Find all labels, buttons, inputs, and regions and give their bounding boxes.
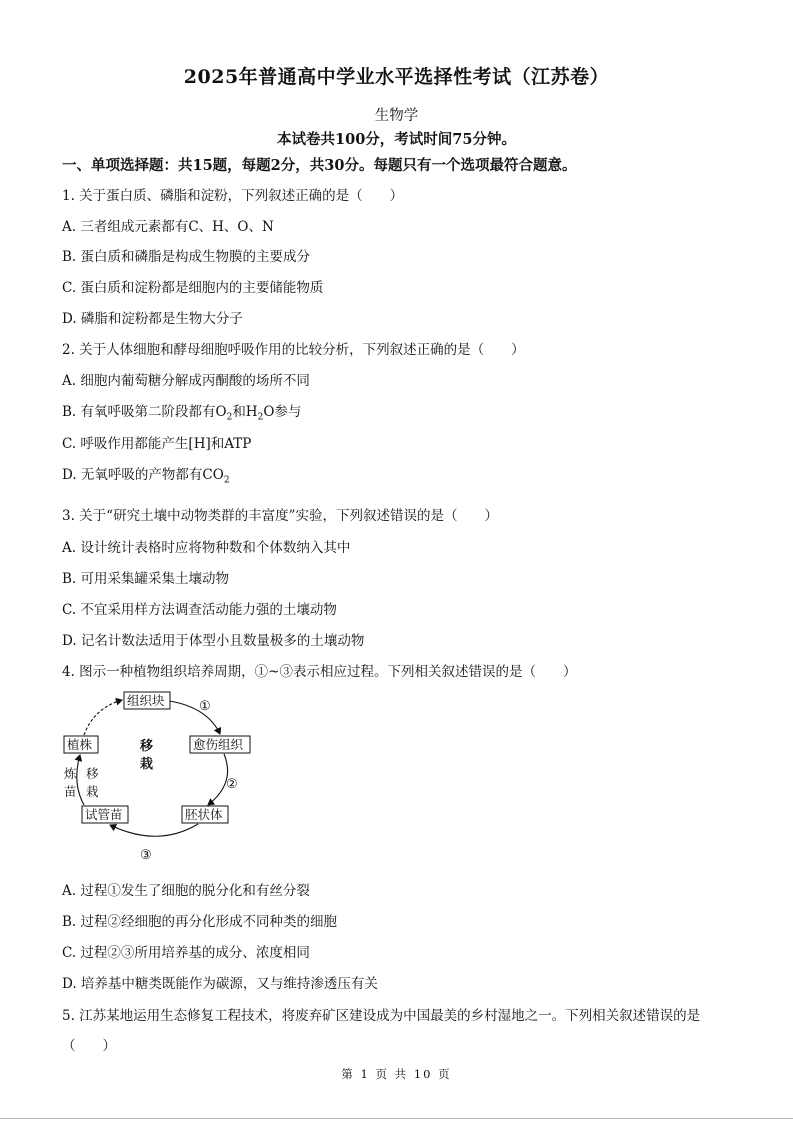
- question-4-option-a: A. 过程①发生了细胞的脱分化和有丝分裂: [62, 883, 310, 899]
- box-seedling-label: 试管苗: [85, 807, 123, 822]
- option-d-text: D. 无氧呼吸的产物都有CO: [62, 467, 224, 483]
- question-3-option-b: B. 可用采集罐采集土壤动物: [62, 571, 230, 587]
- question-1-option-c: C. 蛋白质和淀粉都是细胞内的主要储能物质: [62, 280, 324, 296]
- center-label-2: 栽: [140, 757, 154, 772]
- arrow-process-2: [208, 754, 228, 805]
- question-3-stem: 3. 关于“研究土壤中动物类群的丰富度”实验，下列叙述错误的是（ ）: [62, 508, 498, 524]
- question-3-option-a: A. 设计统计表格时应将物种数和个体数纳入其中: [62, 540, 351, 556]
- label-process-3: ③: [140, 848, 152, 863]
- arrow-process-1: [170, 701, 220, 734]
- option-b-text-1: B. 有氧呼吸第二阶段都有O: [62, 404, 227, 420]
- subject-label: 生物学: [374, 108, 419, 124]
- tissue-culture-cycle-diagram: [58, 688, 258, 864]
- question-1-option-d: D. 磷脂和淀粉都是生物大分子: [62, 311, 243, 327]
- question-1-stem: 1. 关于蛋白质、磷脂和淀粉，下列叙述正确的是（ ）: [62, 188, 404, 204]
- page-footer: 第 1 页 共 10 页: [341, 1067, 452, 1081]
- center-label-1: 移: [140, 739, 154, 754]
- question-2-option-d: [62, 463, 230, 486]
- question-2-option-c: C. 呼吸作用都能产生[H]和ATP: [62, 436, 252, 452]
- left-label-b2: 栽: [86, 784, 99, 799]
- option-b-text-3: O参与: [263, 404, 302, 420]
- arrow-seedling-to-plant: [77, 755, 84, 805]
- o2-subscript: 2: [226, 412, 233, 423]
- question-2-option-a: A. 细胞内葡萄糖分解成丙酮酸的场所不同: [62, 373, 310, 389]
- question-3-option-d: D. 记名计数法适用于体型小且数量极多的土壤动物: [62, 633, 365, 649]
- question-4-stem: 4. 图示一种植物组织培养周期，①~③表示相应过程。下列相关叙述错误的是（ ）: [62, 664, 577, 680]
- page-title: 2025年普通高中学业水平选择性考试（江苏卷）: [183, 66, 610, 88]
- bottom-divider: [0, 1118, 793, 1119]
- section-heading: 一、单项选择题：共15题，每题2分，共30分。每题只有一个选项最符合题意。: [62, 157, 577, 174]
- question-2-option-b: [62, 400, 301, 423]
- label-process-2: ②: [226, 777, 238, 792]
- co2-subscript: 2: [223, 475, 230, 486]
- question-4-option-c: C. 过程②③所用培养基的成分、浓度相同: [62, 945, 310, 961]
- question-5-stem: 5. 江苏某地运用生态修复工程技术，将废弃矿区建设成为中国最美的乡村湿地之一。下列相关叙述错误的是: [62, 1008, 701, 1024]
- question-5-stem-continued: （ ）: [62, 1038, 116, 1054]
- left-label-b1: 移: [86, 766, 99, 781]
- box-tissue-label: 组织块: [127, 693, 165, 708]
- arrow-plant-to-tissue-dashed: [84, 700, 122, 735]
- question-4-option-d: D. 培养基中糖类既能作为碳源，又与维持渗透压有关: [62, 976, 378, 992]
- label-process-1: ①: [199, 699, 211, 714]
- left-label-a1: 炼: [64, 766, 77, 781]
- question-4-option-b: B. 过程②经细胞的再分化形成不同种类的细胞: [62, 914, 338, 930]
- question-2-stem: 2. 关于人体细胞和酵母细胞呼吸作用的比较分析，下列叙述正确的是（ ）: [62, 342, 525, 358]
- exam-info: 本试卷共100分，考试时间75分钟。: [277, 131, 516, 148]
- box-embryoid-label: 胚状体: [185, 807, 223, 822]
- question-1-option-b: B. 蛋白质和磷脂是构成生物膜的主要成分: [62, 249, 311, 265]
- question-1-option-a: A. 三者组成元素都有C、H、O、N: [62, 219, 274, 235]
- box-callus-label: 愈伤组织: [193, 737, 244, 752]
- h2o-subscript: 2: [257, 412, 264, 423]
- box-plant-label: 植株: [67, 737, 93, 752]
- left-label-a2: 苗: [64, 784, 77, 799]
- question-3-option-c: C. 不宜采用样方法调查活动能力强的土壤动物: [62, 602, 337, 618]
- arrow-process-3: [110, 824, 198, 836]
- option-b-text-2: 和H: [232, 404, 258, 420]
